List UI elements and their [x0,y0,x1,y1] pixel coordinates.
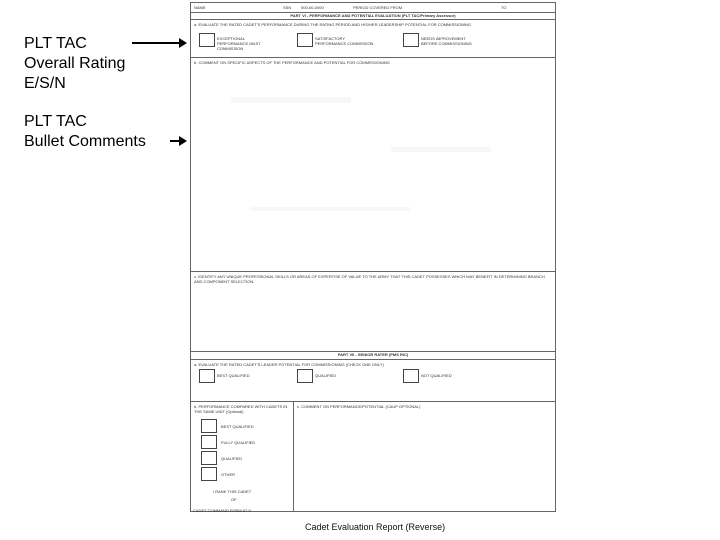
best-qualified-label: BEST QUALIFIED [217,373,250,378]
evaluation-form [190,2,556,512]
unit-other-checkbox[interactable] [201,467,217,481]
scan-artifact [391,147,491,152]
unit-other-label: OTHER [221,472,235,477]
annotation-line: Bullet Comments [24,133,146,150]
rank-of-label: OF [231,497,237,502]
not-qualified-checkbox[interactable] [403,369,419,383]
section-seven-a-question: a. EVALUATE THE RATED CADET'S LEADER POTENTIAL FOR COMMISSIONING (CHECK ONE ONLY) [194,362,384,367]
ssn-value: 000-00-0000 [301,5,324,10]
section-seven-b-question: b. PERFORMANCE COMPARED WITH CADETS IN THE SAME UNIT (Optional) [194,404,288,414]
best-qualified-checkbox[interactable] [199,369,215,383]
unit-qualified-label: QUALIFIED [221,456,243,461]
name-label: NAME [194,5,206,10]
unit-fully-qualified-label: FULLY QUALIFIED [221,440,256,445]
section-b-question: b. COMMENT ON SPECIFIC ASPECTS OF THE PERFORMANCE AND POTENTIAL FOR COMMISSIONING [194,60,390,65]
section-a-rating [191,19,555,58]
form-number: CADET COMMAND FORM 67-9 [193,508,251,513]
section-c-question: c. IDENTIFY ANY UNIQUE PROFESSIONAL SKILLS OR AREAS OF EXPERTISE OF VALUE TO THE ARMY THAT THIS CADET POSSESSES WHICH MAY BENEFIT IN DETERMINING BRANCH AND COMPONENT SELECTION. [194,274,545,284]
annotation-line: Overall Rating [24,55,126,72]
unit-best-qualified-checkbox[interactable] [201,419,217,433]
satisfactory-checkbox[interactable] [297,33,313,47]
period-label: PERIOD COVERED FROM [353,5,403,10]
qualified-checkbox[interactable] [297,369,313,383]
annotation-overall-rating [24,34,125,94]
needs-improvement-checkbox[interactable] [403,33,419,47]
section-b-comments [191,57,555,272]
rank-line: I RANK THIS CADET [213,489,252,494]
scan-artifact [231,97,351,103]
arrow-icon [170,140,180,142]
section-c-skills [191,271,555,352]
satisfactory-label: SATISFACTORY PERFORMANCE COMMISSION [315,36,374,46]
exceptional-label: EXCEPTIONAL PERFORMANCE MUST COMMISSION [217,36,261,51]
annotation-line: PLT TAC [24,35,87,52]
section-a-question: a. EVALUATE THE RATED CADET'S PERFORMANCE DURING THE RATING PERIOD AND HIS/HER LEADERSHIP POTENTIAL FOR COMMISSIONING [194,22,472,27]
annotation-line: PLT TAC [24,113,87,130]
part-seven-title: PART VII - SENIOR RATER (PMS RIC) [191,351,555,360]
part-six-title: PART VI - PERFORMANCE AND POTENTIAL EVALUATION (PLT TAC/Primary Assessor) [191,12,555,20]
arrow-icon [132,42,180,44]
needs-improvement-label: NEEDS IMPROVEMENT BEFORE COMMISSIONING [421,36,472,46]
unit-qualified-checkbox[interactable] [201,451,217,465]
annotation-bullet-comments [24,112,146,152]
unit-fully-qualified-checkbox[interactable] [201,435,217,449]
section-seven-b [191,401,555,511]
unit-best-qualified-label: BEST QUALIFIED [221,424,254,429]
column-divider [293,401,294,511]
scan-artifact [251,207,411,211]
page-caption: Cadet Evaluation Report (Reverse) [305,522,446,532]
qualified-label: QUALIFIED [315,373,337,378]
to-label: TO [501,5,507,10]
section-seven-c-question: c. COMMENT ON PERFORMANCE/POTENTIAL (CAUP OPTIONAL) [297,404,421,409]
exceptional-checkbox[interactable] [199,33,215,47]
not-qualified-label: NOT QUALIFIED [421,373,452,378]
ssn-label: SSN [283,5,292,10]
annotation-line: E/S/N [24,75,66,92]
section-seven-a [191,359,555,402]
